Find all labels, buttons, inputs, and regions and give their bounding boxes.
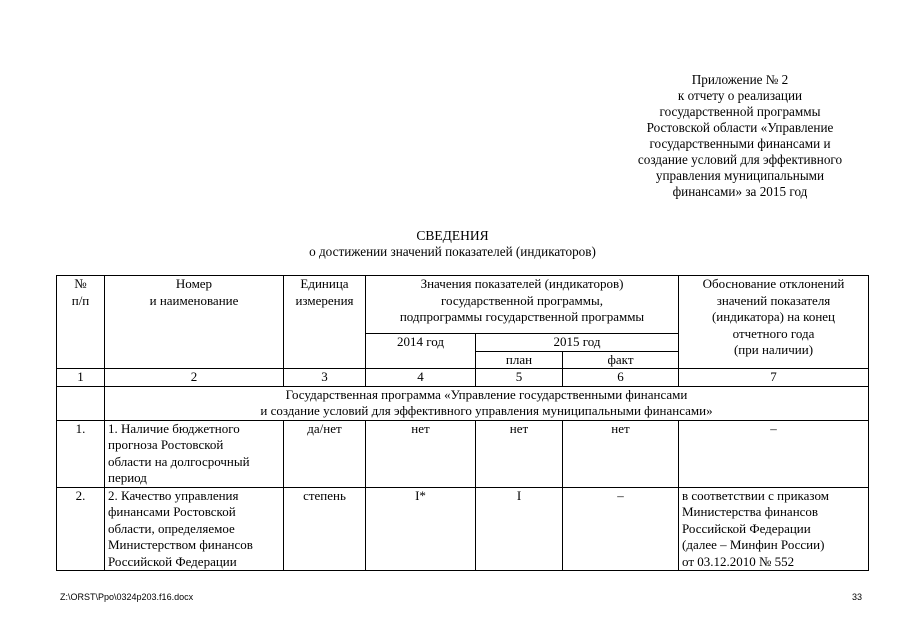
header-reason-line: (при наличии) bbox=[733, 342, 814, 357]
header-unit bbox=[284, 276, 366, 369]
row-name bbox=[105, 487, 284, 571]
row-unit: степень bbox=[284, 487, 366, 571]
header-fact: факт bbox=[563, 351, 679, 369]
appendix-line: создание условий для эффективного bbox=[637, 152, 843, 167]
header-values-line: Значения показателей (индикаторов) bbox=[420, 276, 624, 291]
header-name-line: Номер bbox=[175, 276, 213, 291]
row-name-line: 2. Качество управления bbox=[108, 487, 239, 503]
header-values-line: государственной программы, bbox=[441, 292, 603, 308]
appendix-line: Ростовской области «Управление bbox=[646, 120, 834, 135]
header-unit-line: измерения bbox=[295, 292, 354, 308]
header-reason bbox=[679, 276, 869, 369]
header-reason-line: (индикатора) на конец bbox=[711, 309, 836, 324]
row-reason bbox=[679, 487, 869, 571]
document-title: СВЕДЕНИЯ bbox=[416, 228, 489, 243]
program-title bbox=[105, 386, 869, 420]
row-fact: – bbox=[563, 487, 679, 571]
header-name-line: и наименование bbox=[149, 292, 239, 308]
row-unit: да/нет bbox=[284, 420, 366, 487]
table-row bbox=[57, 420, 869, 487]
row-reason-line: Министерства финансов bbox=[682, 504, 819, 519]
row-value-2014: нет bbox=[366, 420, 476, 487]
document-subtitle: о достижении значений показателей (индикаторов) bbox=[309, 244, 596, 259]
program-title-line: и создание условий для эффективного управления муниципальными финансами» bbox=[260, 403, 713, 418]
header-num-line: п/п bbox=[71, 292, 90, 308]
row-name-line: прогноза Ростовской bbox=[108, 437, 224, 452]
column-number: 5 bbox=[476, 369, 563, 387]
header-reason-line: отчетного года bbox=[732, 325, 815, 341]
header-year-2014: 2014 год bbox=[366, 334, 476, 369]
row-reason-line: в соответствии с приказом bbox=[682, 487, 829, 503]
column-number: 4 bbox=[366, 369, 476, 387]
header-unit-line: Единица bbox=[300, 276, 349, 291]
row-reason-line: (далее – Минфин России) bbox=[682, 537, 825, 552]
row-value-2014: I* bbox=[366, 487, 476, 571]
row-name-line: области на долгосрочный bbox=[108, 453, 250, 469]
header-num bbox=[57, 276, 105, 369]
header-values bbox=[366, 276, 679, 334]
program-title-row bbox=[57, 386, 869, 420]
appendix-line: государственной программы bbox=[659, 104, 821, 119]
row-reason bbox=[679, 420, 869, 487]
column-number: 6 bbox=[563, 369, 679, 387]
row-num: 1. bbox=[57, 420, 105, 487]
header-name bbox=[105, 276, 284, 369]
column-numbers-row bbox=[57, 369, 869, 387]
row-name-line: области, определяемое bbox=[108, 520, 235, 536]
row-num: 2. bbox=[57, 487, 105, 571]
program-title-empty bbox=[57, 386, 105, 420]
row-reason-line: Российской Федерации bbox=[682, 520, 811, 536]
header-num-line: № bbox=[74, 276, 87, 291]
appendix-line: управления муниципальными bbox=[655, 168, 825, 183]
row-name bbox=[105, 420, 284, 487]
header-row bbox=[57, 276, 869, 334]
footer-page-number: 33 bbox=[852, 592, 863, 602]
row-name-line: Министерством финансов bbox=[108, 537, 253, 552]
column-number: 2 bbox=[105, 369, 284, 387]
column-number: 3 bbox=[284, 369, 366, 387]
row-reason-line: – bbox=[770, 420, 777, 436]
row-plan: I bbox=[476, 487, 563, 571]
row-name-line: финансами Ростовской bbox=[108, 504, 236, 519]
indicators-table bbox=[56, 275, 869, 571]
appendix-block bbox=[600, 72, 880, 200]
appendix-line: государственными финансами и bbox=[649, 136, 831, 151]
footer-file-path: Z:\ORST\Ppo\0324p203.f16.docx bbox=[60, 592, 194, 602]
row-plan: нет bbox=[476, 420, 563, 487]
row-name-line: период bbox=[108, 470, 147, 485]
column-number: 7 bbox=[679, 369, 869, 387]
program-title-line: Государственная программа «Управление государственными финансами bbox=[285, 386, 688, 402]
appendix-line: Приложение № 2 bbox=[691, 72, 789, 87]
row-name-line: Российской Федерации bbox=[108, 553, 237, 569]
table-row bbox=[57, 487, 869, 571]
header-reason-line: значений показателя bbox=[716, 292, 831, 308]
row-reason-line: от 03.12.2010 № 552 bbox=[682, 553, 795, 569]
header-plan: план bbox=[476, 351, 563, 369]
column-number: 1 bbox=[57, 369, 105, 387]
header-reason-line: Обоснование отклонений bbox=[702, 276, 845, 291]
row-fact: нет bbox=[563, 420, 679, 487]
appendix-line: к отчету о реализации bbox=[677, 88, 803, 103]
header-values-line: подпрограммы государственной программы bbox=[399, 309, 645, 324]
appendix-line: финансами» за 2015 год bbox=[672, 184, 808, 199]
header-year-2015: 2015 год bbox=[476, 334, 679, 352]
row-name-line: 1. Наличие бюджетного bbox=[108, 420, 240, 436]
